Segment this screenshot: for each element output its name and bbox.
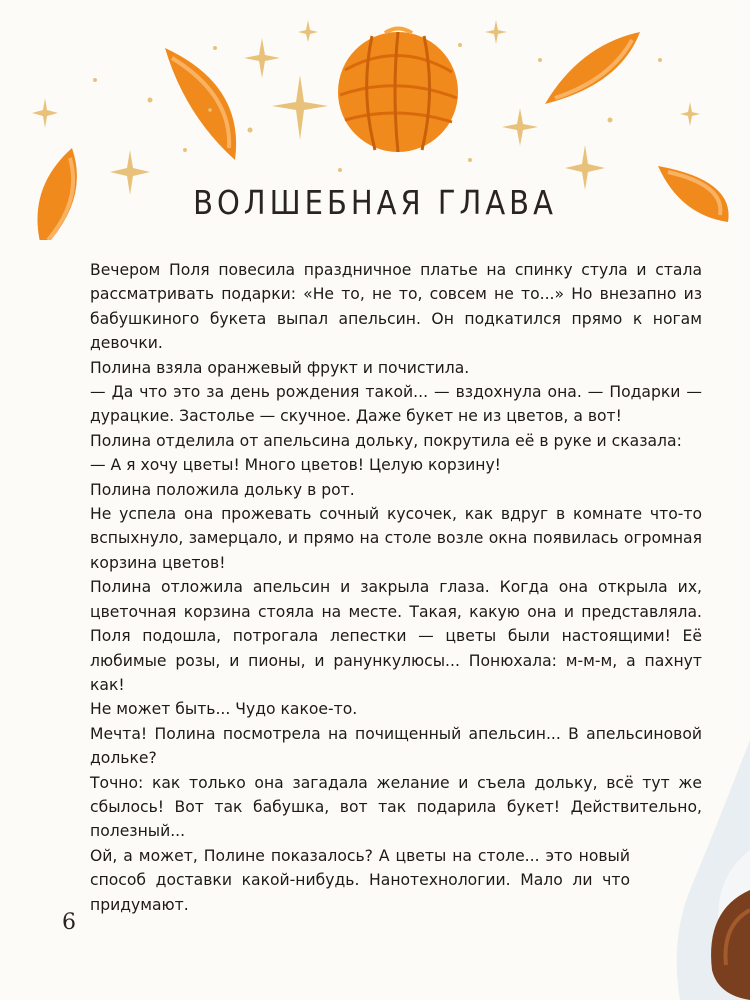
paragraph: — А я хочу цветы! Много цветов! Целую корзину! — [90, 456, 501, 475]
sparkle-icon — [485, 20, 507, 44]
paragraph: Ой, а может, Полине показалось? А цветы на столе... это новый способ доставки какой-нибудь. Нанотехнологии. Мало ли что придумают. — [90, 846, 630, 914]
paragraph: — Да что это за день рождения такой... — вздохнула она. — Подарки — дурацкие. Застолье — скучное. Даже букет не из цветов, а вот! — [90, 383, 702, 426]
orange-slice-top-right — [545, 32, 640, 104]
sparkle-icon — [272, 75, 328, 140]
paragraph: Точно: как только она загадала желание и съела дольку, всё тут же сбылось! Вот так бабушка, вот так подарила букет! Действительно, полезный... — [90, 773, 702, 841]
sparkle-icon — [244, 38, 280, 78]
paragraph: Полина отложила апельсин и закрыла глаза. Когда она открыла их, цветочная корзина стояла на месте. Такая, какую она и представляла. Поля подошла, потрогала лепестки — цветы были настоящими! Её любимые розы, и пионы, и ранункулюсы... Понюхала: м-м-м, а пахнут как! — [90, 578, 702, 694]
paragraph: Вечером Поля повесила праздничное платье на спинку стула и стала рассматривать подарки: «Не то, не то, совсем не то...» Но внезапно из бабушкиного букета выпал апельсин. Он подкатился прямо к ногам девочки. — [90, 261, 702, 353]
corner-illustration — [660, 740, 750, 1000]
chapter-title: ВОЛШЕБНАЯ ГЛАВА — [193, 183, 557, 223]
chapter-body — [90, 258, 702, 917]
paragraph: Не успела она прожевать сочный кусочек, как вдруг в комнате что-то вспыхнуло, замерцало, и прямо на столе возле окна появилась огромная корзина цветов! — [90, 505, 702, 572]
sparkle-icon — [680, 102, 700, 126]
sparkle-icon — [502, 108, 538, 146]
paragraph: Полина взяла оранжевый фрукт и почистила. — [90, 358, 470, 377]
peeled-orange-illustration — [338, 29, 458, 153]
paragraph: Не может быть... Чудо какое-то. — [90, 700, 358, 719]
paragraph: Полина положила дольку в рот. — [90, 480, 355, 499]
paragraph: Полина отделила от апельсина дольку, покрутила её в руке и сказала: — [90, 431, 682, 450]
sparkle-icon — [298, 20, 318, 42]
sparkle-icon — [32, 98, 58, 128]
page-number: 6 — [62, 910, 76, 935]
paragraph: Мечта! Полина посмотрела на почищенный апельсин... В апельсиновой дольке? — [90, 724, 702, 768]
orange-slice-top-left — [165, 48, 236, 160]
